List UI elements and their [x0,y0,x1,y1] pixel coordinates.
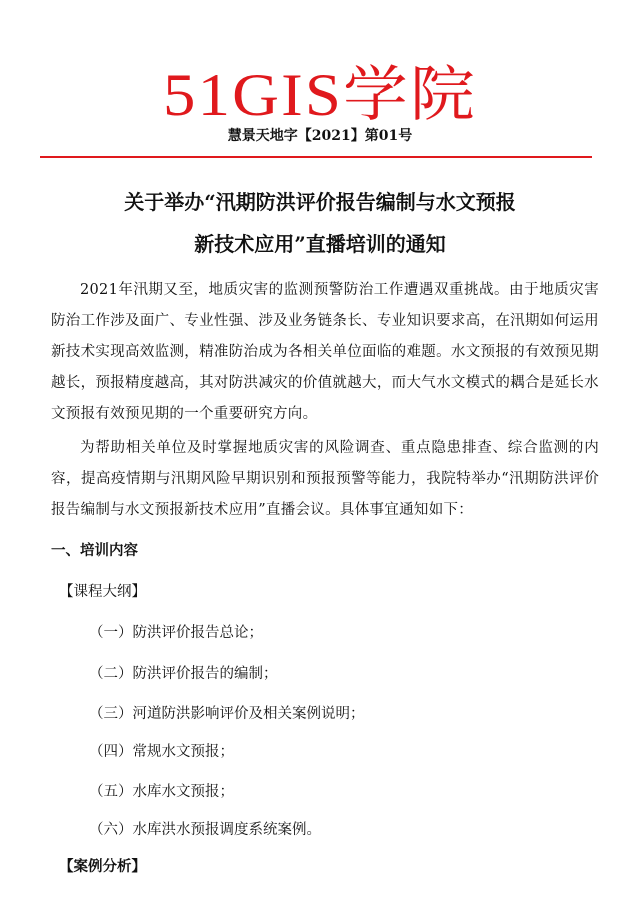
outline-item-3: （三）河道防洪影响评价及相关案例说明； [89,706,365,722]
outline-item-1: （一）防洪评价报告总论； [89,625,263,641]
outline-item-4: （四）常规水文预报； [89,744,234,760]
case-analysis-label: 【案例分析】 [59,858,146,875]
section-heading-training-content: 一、培训内容 [51,542,138,559]
document-number: 慧景天地字【2021】第01号 [227,128,413,144]
body-paragraph-1: 2021年汛期又至，地质灾害的监测预警防治工作遭遇双重挑战。由于地质灾害防治工作涉及面广、专业性强、涉及业务链条长、专业知识要求高，在汛期如何运用新技术实现高效监测，精准防治成为各相关单位面临的难题。水文预报的有效预见期越长，预报精度越高，其对防洪减灾的价值就越大，而大气水文模式的耦合是延长水文预报有效预见期的一个重要研究方向。 [51,282,599,422]
body-paragraph-2: 为帮助相关单位及时掌握地质灾害的风险调查、重点隐患排查、综合监测的内容，提高疫情期与汛期风险早期识别和预报预警等能力，我院特举办“汛期防洪评价报告编制与水文预报新技术应用”直播会议。具体事宜通知如下： [51,440,599,518]
outline-item-6: （六）水库洪水预报调度系统案例。 [89,822,321,838]
notice-title-line-2: 新技术应用”直播培训的通知 [194,232,446,256]
header-divider [40,156,592,158]
outline-item-5: （五）水库水文预报； [89,784,234,800]
outline-item-2: （二）防洪评价报告的编制； [89,666,278,682]
notice-title-line-1: 关于举办“汛期防洪评价报告编制与水文预报 [124,190,516,214]
brand-title: 51GIS学院 [163,62,477,128]
course-outline-label: 【课程大纲】 [59,584,146,600]
